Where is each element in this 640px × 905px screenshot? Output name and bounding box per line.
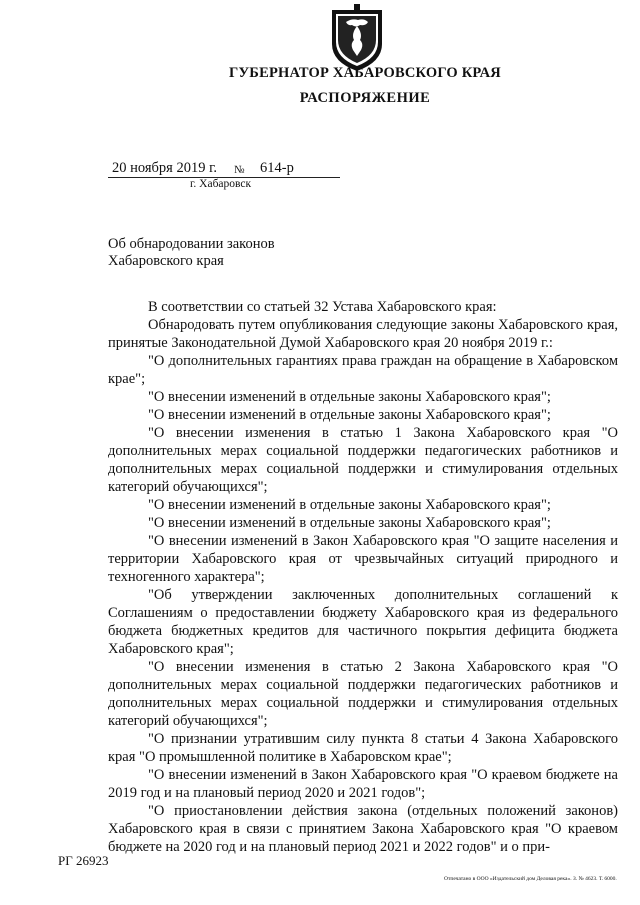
body-paragraph: "О внесении изменений в Закон Хабаровского края "О защите населения и территории Хабаровского края от чрезвычайных ситуаций природного и техногенного характера"; [108,533,618,585]
authority-title: ГУБЕРНАТОР ХАБАРОВСКОГО КРАЯ [229,65,501,81]
subject-line-1: Об обнародовании законов [108,236,275,252]
khabarovsk-coat-of-arms-icon [326,4,388,74]
body-paragraph: "О приостановлении действия закона (отдельных положений законов) Хабаровского края в связи с принятием Закона Хабаровского края "О краевом бюджете на 2020 год и на плановый период 2021 и 2022 годов" и о при- [108,803,618,855]
body-paragraph: "Об утверждении заключенных дополнительных соглашений к Соглашениям о предоставлении бюджету Хабаровского края из федерального бюджета бюджетных кредитов для частичного покрытия дефицита бюджета Хабаровского края"; [108,587,618,657]
date-number-line [108,160,340,180]
number-sign: № [234,164,245,176]
body-paragraph: "О внесении изменений в отдельные законы Хабаровского края"; [148,407,551,423]
body-paragraph: "О внесении изменений в Закон Хабаровского края "О краевом бюджете на 2019 год и на плановый период 2020 и 2021 годов"; [108,767,618,801]
body-paragraph: "О внесении изменений в отдельные законы Хабаровского края"; [148,497,551,513]
footer-print-note: Отпечатано в ООО «Издательский дом Деловая река». З. № 4623. Т. 6000. [444,876,617,882]
body-paragraph: Обнародовать путем опубликования следующие законы Хабаровского края, принятые Законодательной Думой Хабаровского края 20 ноября 2019 г.: [108,317,618,351]
document-date: 20 ноября 2019 г. [112,160,218,176]
document-city: г. Хабаровск [190,178,252,190]
body-paragraph: "О внесении изменений в отдельные законы Хабаровского края"; [148,389,551,405]
body-paragraph: В соответствии со статьей 32 Устава Хабаровского края: [148,299,497,315]
document-type-title: РАСПОРЯЖЕНИЕ [299,90,431,106]
body-paragraph: "О внесении изменения в статью 1 Закона Хабаровского края "О дополнительных мерах социальной поддержки педагогических работников и дополнительных мерах социальной поддержки и стимулирования отдельных категорий обучающихся"; [108,425,618,495]
body-paragraph: "О внесении изменения в статью 2 Закона Хабаровского края "О дополнительных мерах социальной поддержки педагогических работников и дополнительных мерах социальной поддержки и стимулирования отдельных категорий обучающихся"; [108,659,618,729]
footer-registration-code: РГ 26923 [58,853,109,868]
body-paragraph: "О признании утратившим силу пункта 8 статьи 4 Закона Хабаровского края "О промышленной политике в Хабаровском крае"; [108,731,618,765]
body-paragraph: "О дополнительных гарантиях права граждан на обращение в Хабаровском крае"; [108,353,618,387]
document-subject [108,236,275,270]
subject-line-2: Хабаровского края [108,253,224,269]
document-number: 614-р [260,160,294,176]
document-body [108,298,618,856]
body-paragraph: "О внесении изменений в отдельные законы Хабаровского края"; [148,515,551,531]
